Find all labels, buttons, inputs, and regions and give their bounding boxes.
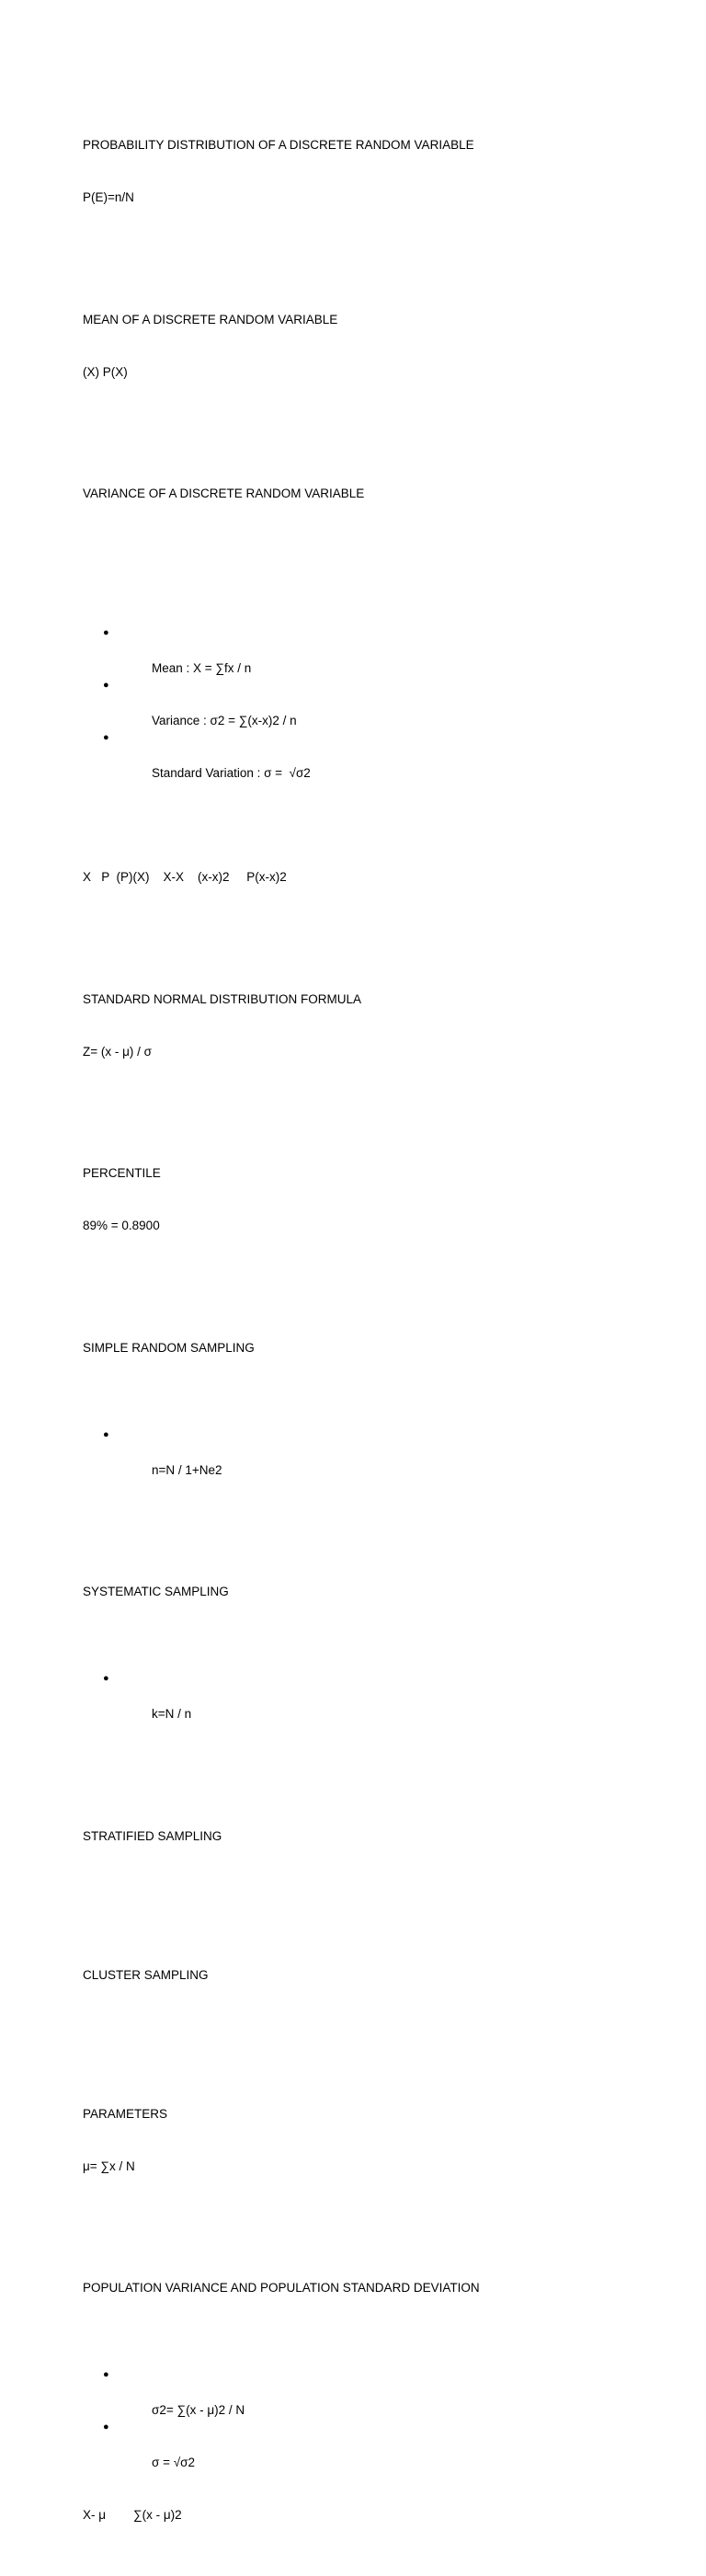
variance-table-header: X P (P)(X) X-X (x-x)2 P(x-x)2: [83, 870, 287, 884]
bullet-icon: ●: [103, 679, 109, 691]
bullet-text-mean: Mean : X = ∑fx / n: [152, 660, 252, 675]
heading-standard-normal: STANDARD NORMAL DISTRIBUTION FORMULA: [83, 991, 362, 1006]
variance-bullet-list: [83, 590, 653, 782]
heading-cluster-sampling: CLUSTER SAMPLING: [83, 1967, 209, 1982]
list-item: [83, 624, 653, 675]
bullet-icon: ●: [103, 626, 109, 638]
bullet-text-pop-std: σ = √σ2: [152, 2456, 195, 2469]
list-item: [83, 1670, 653, 1721]
heading-variance: VARIANCE OF A DISCRETE RANDOM VARIABLE: [83, 487, 365, 500]
bullet-icon: ●: [103, 1428, 109, 1440]
heading-percentile: PERCENTILE: [83, 1166, 161, 1180]
systematic-bullet-list: [83, 1635, 653, 1723]
bullet-icon: ●: [103, 2421, 109, 2433]
bullet-icon: ●: [103, 731, 109, 743]
document-body: [83, 84, 653, 2576]
simple-random-bullet-list: [83, 1391, 653, 1479]
heading-probability-distribution: PROBABILITY DISTRIBUTION OF A DISCRETE RANDOM VARIABLE: [83, 138, 474, 152]
bullet-icon: ●: [103, 1673, 109, 1684]
heading-population-variance: POPULATION VARIANCE AND POPULATION STANDARD DEVIATION: [83, 2281, 480, 2295]
list-item: [83, 2419, 653, 2469]
bullet-text-k: k=N / n: [152, 1707, 192, 1721]
heading-systematic-sampling: SYSTEMATIC SAMPLING: [83, 1585, 229, 1598]
list-item: [83, 2366, 653, 2417]
bullet-text-std: Standard Variation : σ = √σ2: [152, 765, 311, 780]
heading-simple-random-sampling: SIMPLE RANDOM SAMPLING: [83, 1340, 255, 1355]
formula-population-mean: μ= ∑x / N: [83, 2158, 135, 2173]
formula-mean: (X) P(X): [83, 364, 128, 379]
population-table-header: X- μ ∑(x - μ)2: [83, 2508, 182, 2522]
bullet-text-slovin: n=N / 1+Ne2: [152, 1462, 222, 1477]
percentile-example: 89% = 0.8900: [83, 1219, 160, 1232]
formula-z-score: Z= (x - μ) / σ: [83, 1044, 152, 1059]
bullet-text-pop-variance: σ2= ∑(x - μ)2 / N: [152, 2403, 245, 2417]
heading-mean: MEAN OF A DISCRETE RANDOM VARIABLE: [83, 312, 338, 326]
list-item: [83, 729, 653, 780]
list-item: [83, 1426, 653, 1477]
list-item: [83, 677, 653, 727]
heading-parameters: PARAMETERS: [83, 2106, 168, 2121]
population-variance-bullet-list: [83, 2331, 653, 2471]
bullet-text-variance: Variance : σ2 = ∑(x-x)2 / n: [152, 713, 297, 727]
formula-probability: P(E)=n/N: [83, 190, 134, 204]
heading-stratified-sampling: STRATIFIED SAMPLING: [83, 1828, 222, 1843]
bullet-icon: ●: [103, 2369, 109, 2380]
